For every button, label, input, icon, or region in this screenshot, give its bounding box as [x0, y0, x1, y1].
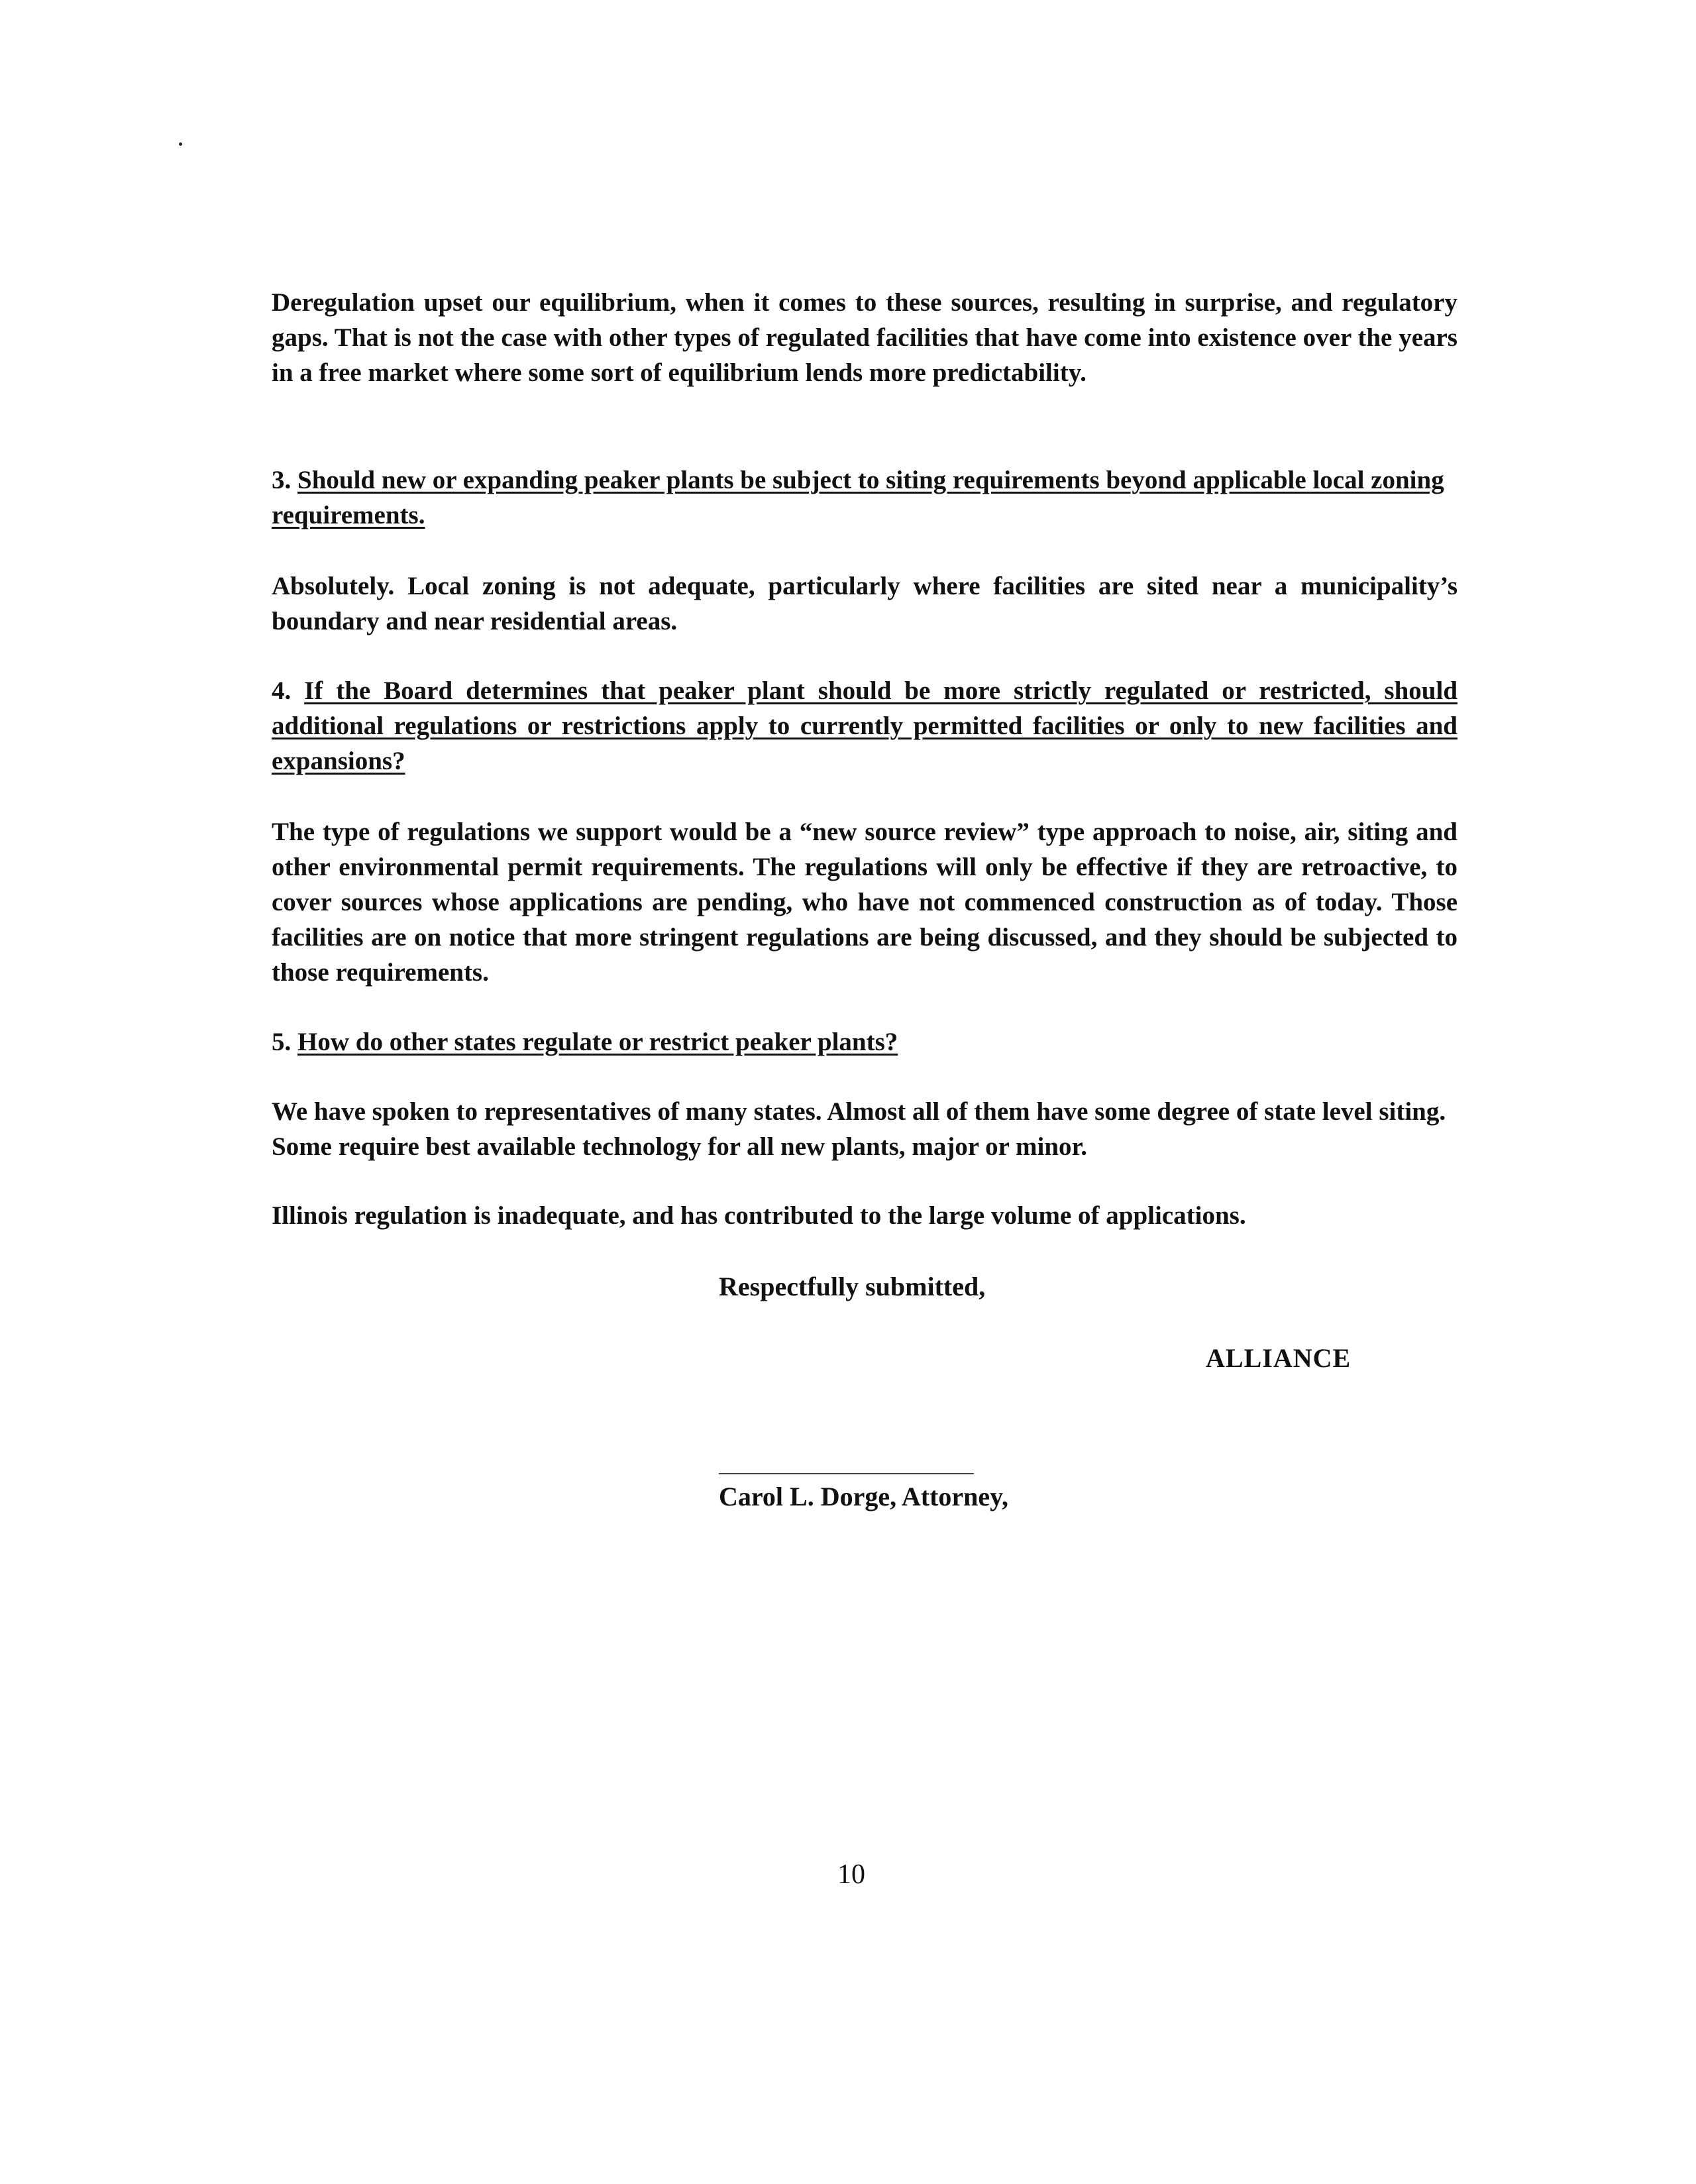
answer-4: The type of regulations we support would be a “new source review” type approach to noise, air, siting and other environmental permit requirements. The regulations will only be effective if they are retroactive, to cover sources whose applications are pending, who have not commenced construction as of today. Those facilities are on notice that more stringent regulations are being discussed, and they should be subjected to those requirements. [272, 818, 1458, 987]
signature-line [719, 1473, 974, 1474]
question-3-number: 3. [272, 466, 292, 494]
organization-name: ALLIANCE [1206, 1343, 1352, 1373]
closing-salutation: Respectfully submitted, [719, 1272, 986, 1301]
question-4-text: If the Board determines that peaker plant should be more strictly regulated or restricted, should additional regulations or restrictions apply to currently permitted facilities or only to new facilities and expansions? [272, 677, 1458, 775]
question-3-text: Should new or expanding peaker plants be subject to siting requirements beyond applicable local zoning requirements. [272, 466, 1444, 529]
page-number: 10 [837, 1859, 865, 1890]
conclusion: Illinois regulation is inadequate, and has contributed to the large volume of applications. [272, 1201, 1246, 1230]
question-5-text: How do other states regulate or restrict peaker plants? [297, 1028, 898, 1056]
answer-3: Absolutely. Local zoning is not adequate, particularly where facilities are sited near a municipality’s boundary and near residential areas. [272, 572, 1458, 635]
intro-paragraph: Deregulation upset our equilibrium, when it comes to these sources, resulting in surprise, and regulatory gaps. That is not the case with other types of regulated facilities that have come into existence over the years in a free market where some sort of equilibrium lends more predictability. [272, 288, 1458, 387]
answer-5: We have spoken to representatives of many states. Almost all of them have some degree of state level siting. Some require best available technology for all new plants, major or minor. [272, 1097, 1446, 1161]
question-5-number: 5. [272, 1028, 292, 1056]
question-5 [272, 1024, 1458, 1060]
scan-speck [179, 142, 182, 146]
question-3 [272, 463, 1458, 533]
signer-name: Carol L. Dorge, Attorney, [719, 1482, 1008, 1511]
question-4 [272, 673, 1458, 779]
question-4-number: 4. [272, 677, 292, 705]
